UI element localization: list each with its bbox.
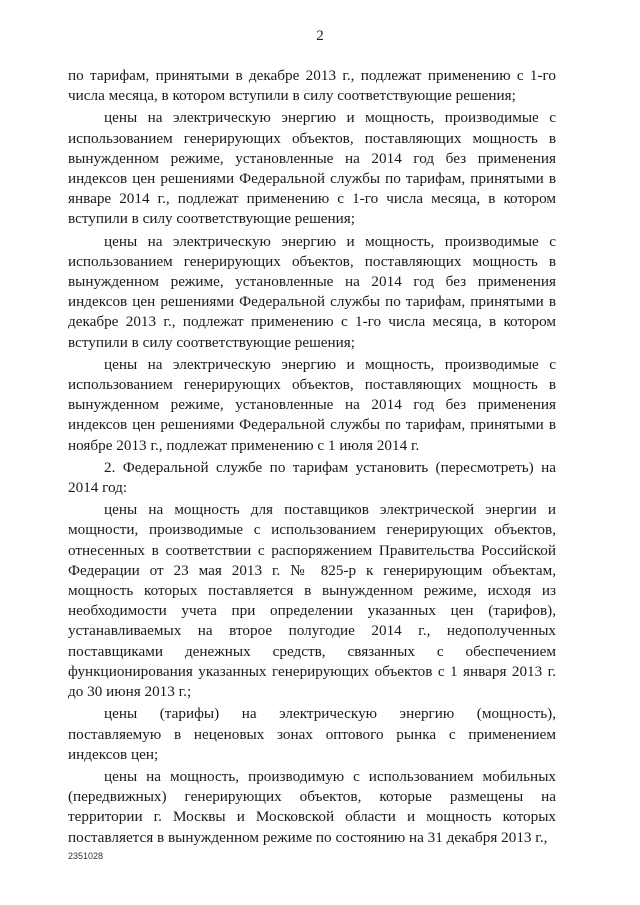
page-number: 2 <box>316 28 324 44</box>
paragraph: цены на электрическую энергию и мощность, производимые с использованием генерирующих объектов, поставляющих мощность в вынужденном режиме, установленные на 2014 год без применения индексов цен решениями Федеральной службы по тарифам, принятыми в ноябре 2013 г., подлежат применению с 1 июля 2014 г. <box>68 355 556 454</box>
paragraph: цены (тарифы) на электрическую энергию (мощность), поставляемую в неценовых зонах оптового рынка с применением индексов цен; <box>68 705 556 763</box>
paragraph: цены на мощность для поставщиков электрической энергии и мощности, производимые с использованием генерирующих объектов, отнесенных в соответствии с распоряжением Правительства Российской Федерации от 23 мая 2013 г. № 825-р к генерирующим объектам, мощность которых поставляется в вынужденном режиме, исходя из необходимости учета при определении указанных цен (тарифов), устанавливаемых на второе полугодие 2014 г., недополученных поставщиками денежных средств, связанных с обеспечением функционирования указанных генерирующих объектов с 1 января 2013 г. до 30 июня 2013 г.; <box>68 501 556 701</box>
paragraph: цены на электрическую энергию и мощность, производимые с использованием генерирующих объектов, поставляющих мощность в вынужденном режиме, установленные на 2014 год без применения индексов цен решениями Федеральной службы по тарифам, принятыми в январе 2014 г., подлежат применению с 1-го числа месяца, в котором вступили в силу соответствующие решения; <box>68 109 556 228</box>
document-body <box>68 66 556 848</box>
paragraph: цены на электрическую энергию и мощность, производимые с использованием генерирующих объектов, поставляющих мощность в вынужденном режиме, установленные на 2014 год без применения индексов цен решениями Федеральной службы по тарифам, принятыми в декабре 2013 г., подлежат применению с 1-го числа месяца, в котором вступили в силу соответствующие решения; <box>68 232 556 351</box>
paragraph: цены на мощность, производимую с использованием мобильных (передвижных) генерирующих объектов, которые размещены на территории г. Москвы и Московской области и мощность которых поставляется в вынужденном режиме по состоянию на 31 декабря 2013 г., <box>68 767 556 846</box>
paragraph-continuation: по тарифам, принятыми в декабре 2013 г., подлежат применению с 1-го числа месяца, в котором вступили в силу соответствующие решения; <box>68 67 556 105</box>
document-code: 2351028 <box>68 851 104 861</box>
paragraph-section-2: 2. Федеральной службе по тарифам установить (пересмотреть) на 2014 год: <box>68 458 556 497</box>
